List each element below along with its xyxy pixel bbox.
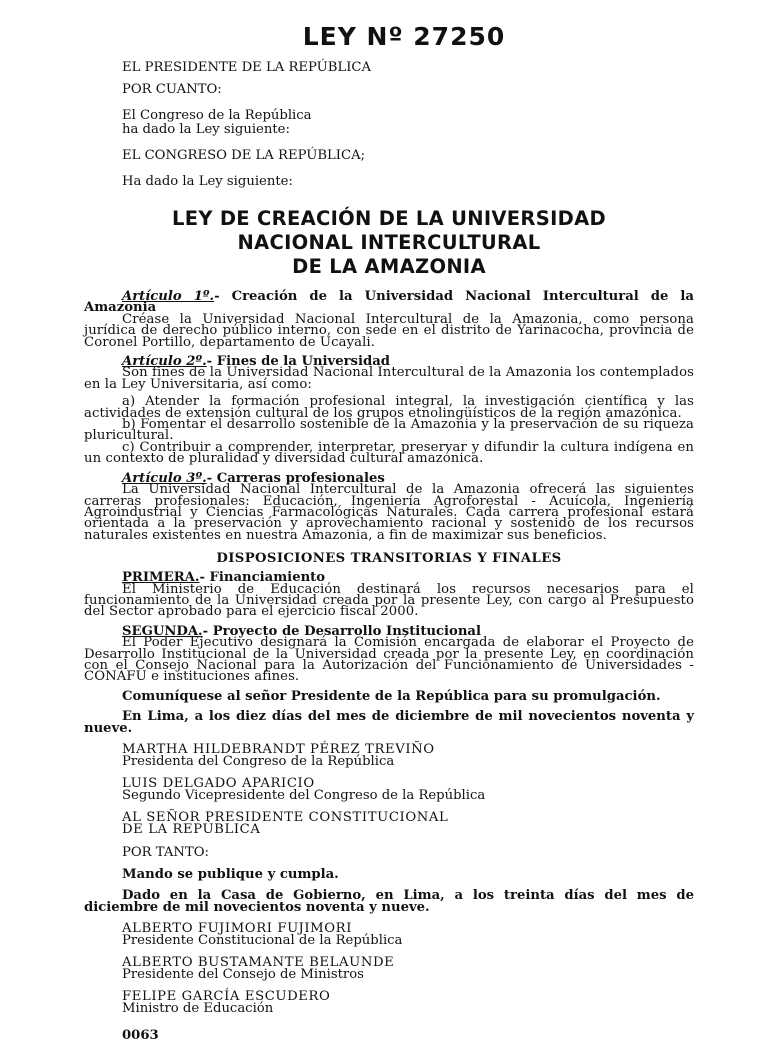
comuniquese: Comuníquese al señor Presidente de la República para su promulgación. [122,688,661,704]
article-2-item-b: b) Fomentar el desarrollo sostenible de la Amazonia y la preservación de su riqueza pluricultural. [84,417,694,444]
article-1-label: Artículo 1º. [122,289,215,304]
segunda-label: SEGUNDA. [122,623,203,639]
article-3-label: Artículo 3º. [122,470,207,486]
segunda-text: El Poder Ejecutivo designará la Comisión encargada de elaborar el Proyecto de Desarrollo Institucional de la Universidad creada por la presente Ley, en coordinación con el Consejo Nacional para la Autorización del Funcionamiento de Universidades - CONAFU e instituciones afines. [84,635,694,685]
primera-title: - Financiamiento [199,570,326,586]
article-2-text: Son fines de la Universidad Nacional Intercultural de la Amazonia los contemplados en la Ley Universitaria, así como: [84,365,694,392]
en-lima: En Lima, a los diez días del mes de diciembre de mil novecientos noventa y nueve. [84,708,694,736]
signer-role: Presidente del Consejo de Ministros [122,967,364,983]
signer-name: ALBERTO FUJIMORI FUJIMORI [122,920,353,936]
disposiciones-heading: DISPOSICIONES TRANSITORIAS Y FINALES [216,551,562,567]
article-3-text: La Universidad Nacional Intercultural de la Amazonia ofrecerá las siguientes carreras profesionales: Educación, Ingeniería Agroforestal - Acuícola, Ingeniería Agroindustrial y Ciencias Farmacológicas Naturales. Cada carrera profesional estará orientada a la preservación y aprovechamiento racional y sostenido de los recursos naturales existentes en nuestra Amazonia, a fin de maximizar sus beneficios. [84,482,694,543]
article-1-title: - Creación de la Universidad Nacional Intercultural de la Amazonia [84,289,694,316]
law-heading [84,207,694,279]
article-2-item-a: a) Atender la formación profesional integral, la investigación científica y las actividades de extensión cultural de los grupos etnolingüísticos de la región amazónica. [84,394,694,421]
law-heading-line-2: NACIONAL INTERCULTURAL [237,231,541,254]
law-heading-line-3: DE LA AMAZONIA [292,255,486,278]
article-2-item-c: c) Contribuir a comprender, interpretar, preservar y difundir la cultura indígena en un contexto de pluralidad y diversidad cultural amazónica. [84,439,694,467]
congress-line-1: El Congreso de la República [122,108,312,123]
article-3-title: - Carreras profesionales [206,470,385,486]
addressee-line-2: DE LA REPÚBLICA [122,822,261,838]
article-1-heading [84,291,694,314]
por-tanto: POR TANTO: [122,844,209,860]
addressee-line-1: AL SEÑOR PRESIDENTE CONSTITUCIONAL [122,809,449,825]
article-2-label: Artículo 2º. [122,354,207,370]
primera-label: PRIMERA. [122,570,200,586]
signer-role: Presidenta del Congreso de la República [122,754,395,770]
article-2-title: - Fines de la Universidad [206,354,390,370]
president-line: EL PRESIDENTE DE LA REPÚBLICA [122,60,372,75]
ha-dado: Ha dado la Ley siguiente: [122,174,293,189]
signer-role: Ministro de Educación [122,1001,274,1017]
page-number: 0063 [122,1027,159,1043]
por-cuanto: POR CUANTO: [122,82,222,97]
signer-role: Presidente Constitucional de la República [122,933,403,949]
primera-text: El Ministerio de Educación destinará los recursos necesarios para el funcionamiento de la Universidad creada por la presente Ley, con cargo al Presupuesto del Sector aprobado para el ejercicio fiscal 2000. [84,581,694,620]
congress-caps: EL CONGRESO DE LA REPÚBLICA; [122,148,366,163]
article-1-text: Créase la Universidad Nacional Intercultural de la Amazonia, como persona jurídica de derecho público interno, con sede en el distrito de Yarinacocha, provincia de Coronel Portillo, departamento de Ucayali. [84,311,694,350]
dado: Dado en la Casa de Gobierno, en Lima, a los treinta días del mes de diciembre de mil novecientos noventa y nueve. [84,887,694,915]
signer-name: MARTHA HILDEBRANDT PÉREZ TREVIÑO [122,741,435,757]
law-title: LEY Nº 27250 [302,22,506,51]
congress-line-2: ha dado la Ley siguiente: [122,122,290,137]
mando: Mando se publique y cumpla. [122,867,339,883]
signer-name: FELIPE GARCÍA ESCUDERO [122,988,331,1004]
segunda-title: - Proyecto de Desarrollo Institucional [202,623,481,639]
signer-name: LUIS DELGADO APARICIO [122,775,315,791]
signer-role: Segundo Vicepresidente del Congreso de la República [122,788,486,804]
law-heading-line-1: LEY DE CREACIÓN DE LA UNIVERSIDAD [171,207,607,230]
signer-name: ALBERTO BUSTAMANTE BELAUNDE [122,954,395,970]
